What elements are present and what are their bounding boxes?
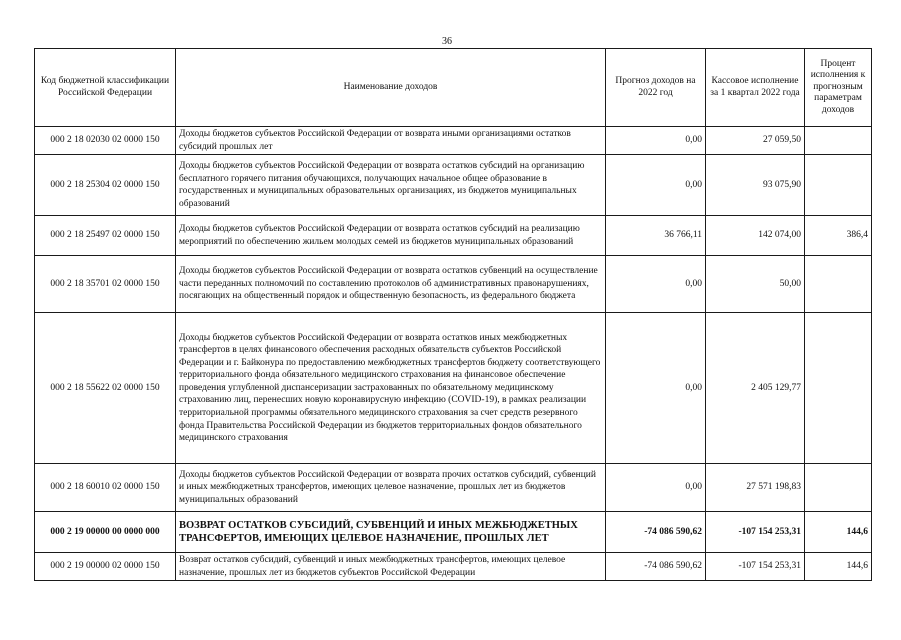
row-percent: 386,4 bbox=[805, 216, 872, 256]
table-row-total bbox=[35, 512, 872, 553]
header-name: Наименование доходов bbox=[176, 49, 606, 127]
row-forecast: -74 086 590,62 bbox=[606, 553, 706, 581]
row-code: 000 2 19 00000 00 0000 000 bbox=[35, 512, 176, 553]
row-code: 000 2 18 55622 02 0000 150 bbox=[35, 313, 176, 464]
header-forecast: Прогноз доходов на 2022 год bbox=[606, 49, 706, 127]
row-forecast: 0,00 bbox=[606, 155, 706, 216]
row-actual: 27 059,50 bbox=[706, 127, 805, 155]
page-number: 36 bbox=[442, 36, 452, 47]
row-name: Доходы бюджетов субъектов Российской Федерации от возврата прочих остатков субсидий, субвенций и иных межбюджетных трансфертов, имеющих целевое назначение, прошлых лет из бюджетов муниципальных образований bbox=[176, 464, 606, 512]
row-forecast: 0,00 bbox=[606, 313, 706, 464]
row-actual: 2 405 129,77 bbox=[706, 313, 805, 464]
table-row bbox=[35, 216, 872, 256]
row-percent bbox=[805, 127, 872, 155]
row-percent bbox=[805, 464, 872, 512]
row-actual: -107 154 253,31 bbox=[706, 512, 805, 553]
row-actual: 142 074,00 bbox=[706, 216, 805, 256]
table-row bbox=[35, 155, 872, 216]
row-percent bbox=[805, 256, 872, 313]
row-name: Доходы бюджетов субъектов Российской Федерации от возврата остатков иных межбюджетных трансфертов в целях финансового обеспечения расходных обязательств субъектов Российской Федерации и г. Байконура по предоставлению межбюджетных трансфертов бюджету соответствующего территориального фонда обязательного медицинского страхования на финансовое обеспечение проведения углубленной диспансеризации застрахованных по обязательному медицинскому страхованию лиц, перенесших новую коронавирусную инфекцию (COVID-19), в рамках реализации территориальной программы обязательного медицинского страхования за счет средств резервного фонда Правительства Российской Федерации из бюджетов территориальных фондов обязательного медицинского страхования bbox=[176, 313, 606, 464]
row-name: Доходы бюджетов субъектов Российской Федерации от возврата остатков субсидий на организацию бесплатного горячего питания обучающихся, получающих начальное общее образование в государственных и муниципальных образовательных организациях, из бюджетов муниципальных образований bbox=[176, 155, 606, 216]
row-name: Доходы бюджетов субъектов Российской Федерации от возврата иными организациями остатков субсидий прошлых лет bbox=[176, 127, 606, 155]
table-row bbox=[35, 127, 872, 155]
table-row bbox=[35, 464, 872, 512]
row-forecast: 0,00 bbox=[606, 256, 706, 313]
row-name: Доходы бюджетов субъектов Российской Федерации от возврата остатков субсидий на реализацию мероприятий по обеспечению жильем молодых семей из бюджетов муниципальных образований bbox=[176, 216, 606, 256]
row-forecast: -74 086 590,62 bbox=[606, 512, 706, 553]
row-percent: 144,6 bbox=[805, 512, 872, 553]
table-header-row bbox=[35, 49, 872, 127]
table-row bbox=[35, 313, 872, 464]
row-code: 000 2 18 25497 02 0000 150 bbox=[35, 216, 176, 256]
row-actual: 27 571 198,83 bbox=[706, 464, 805, 512]
row-code: 000 2 19 00000 02 0000 150 bbox=[35, 553, 176, 581]
header-code: Код бюджетной классификации Российской Федерации bbox=[35, 49, 176, 127]
revenue-table bbox=[34, 48, 872, 581]
header-percent: Процент исполнения к прогнозным параметрам доходов bbox=[805, 49, 872, 127]
row-code: 000 2 18 60010 02 0000 150 bbox=[35, 464, 176, 512]
row-percent bbox=[805, 313, 872, 464]
row-actual: -107 154 253,31 bbox=[706, 553, 805, 581]
row-name: Доходы бюджетов субъектов Российской Федерации от возврата остатков субвенций на осуществление части переданных полномочий по составлению протоколов об административных правонарушениях, посягающих на общественный порядок и общественную безопасность, из федерального бюджета bbox=[176, 256, 606, 313]
row-code: 000 2 18 02030 02 0000 150 bbox=[35, 127, 176, 155]
row-forecast: 0,00 bbox=[606, 127, 706, 155]
row-forecast: 0,00 bbox=[606, 464, 706, 512]
header-actual: Кассовое исполнение за 1 квартал 2022 года bbox=[706, 49, 805, 127]
table-row bbox=[35, 256, 872, 313]
row-name: Возврат остатков субсидий, субвенций и иных межбюджетных трансфертов, имеющих целевое назначение, прошлых лет из бюджетов субъектов Российской Федерации bbox=[176, 553, 606, 581]
row-code: 000 2 18 25304 02 0000 150 bbox=[35, 155, 176, 216]
row-name: ВОЗВРАТ ОСТАТКОВ СУБСИДИЙ, СУБВЕНЦИЙ И ИНЫХ МЕЖБЮДЖЕТНЫХ ТРАНСФЕРТОВ, ИМЕЮЩИХ ЦЕЛЕВОЕ НАЗНАЧЕНИЕ, ПРОШЛЫХ ЛЕТ bbox=[176, 512, 606, 553]
row-actual: 93 075,90 bbox=[706, 155, 805, 216]
row-percent: 144,6 bbox=[805, 553, 872, 581]
row-percent bbox=[805, 155, 872, 216]
table-row bbox=[35, 553, 872, 581]
row-forecast: 36 766,11 bbox=[606, 216, 706, 256]
row-code: 000 2 18 35701 02 0000 150 bbox=[35, 256, 176, 313]
row-actual: 50,00 bbox=[706, 256, 805, 313]
